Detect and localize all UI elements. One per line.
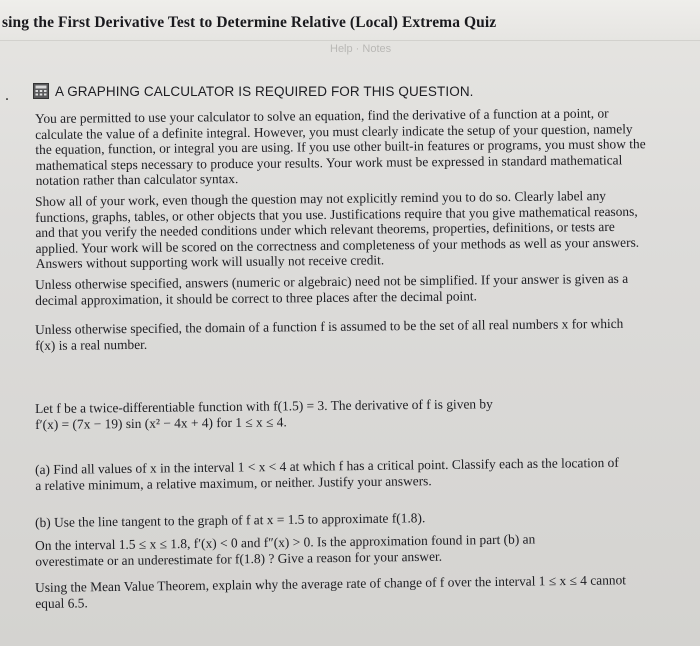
quiz-header <box>0 0 700 41</box>
instructions-paragraph-4 <box>35 315 675 353</box>
derivative-formula: f′(x) = (7x − 19) sin (x² − 4x + 4) for 1 ≤ x ≤ 4. <box>35 413 287 432</box>
text-line: (b) Use the line tangent to the graph of f at x = 1.5 to approximate f(1.8). <box>35 510 426 530</box>
text-line: functions, graphs, tables, or other objects that you use. Justifications require that you give mathematical reasons, <box>35 203 638 225</box>
question-prompt <box>35 394 675 432</box>
text-line: Unless otherwise specified, answers (numeric or algebraic) need not be simplified. If your answer is given as a <box>35 270 629 292</box>
text-line: Unless otherwise specified, the domain of a function f is assumed to be the set of all real numbers x for which <box>35 315 624 337</box>
text-line: Using the Mean Value Theorem, explain why the average rate of change of f over the interval 1 ≤ x ≤ 4 cannot <box>35 572 627 595</box>
quiz-title: sing the First Derivative Test to Determine Relative (Local) Extrema Quiz <box>2 14 497 31</box>
text-line: notation rather than calculator syntax. <box>35 171 239 189</box>
part-b <box>35 507 675 530</box>
text-line: f(x) is a real number. <box>35 336 148 353</box>
text-line: and that you verify the needed conditions under which relevant theorems, properties, definitions, or tests are <box>35 219 615 241</box>
instructions-paragraph-2 <box>35 187 676 272</box>
instructions-paragraph-1 <box>35 105 676 189</box>
text-line: equal 6.5. <box>35 594 88 611</box>
text-line: Answers without supporting work will usually not receive credit. <box>35 252 385 272</box>
text-line: overestimate or an underestimate for f(1.8) ? Give a reason for your answer. <box>35 548 443 569</box>
text-line: On the interval 1.5 ≤ x ≤ 1.8, f′(x) < 0 and f″(x) > 0. Is the approximation found in part (b) an <box>35 531 536 553</box>
text-line: calculate the value of a definite integral. However, you must clearly indicate the setup of your question, namely <box>35 120 633 142</box>
instructions-paragraph-3 <box>35 270 675 308</box>
calculator-required-notice: A GRAPHING CALCULATOR IS REQUIRED FOR THIS QUESTION. <box>55 84 474 99</box>
question-number-marker: . <box>5 87 9 104</box>
text-line: applied. Your work will be scored on the correctness and completeness of your methods as well as your answers. <box>35 234 640 256</box>
text-line: (a) Find all values of x in the interval 1 < x < 4 at which f has a critical point. Classify each as the location of <box>35 454 619 477</box>
faded-header-text: Help · Notes <box>330 43 392 55</box>
text-line: Show all of your work, even though the question may not explicitly remind you to do so. Clearly label any <box>35 188 607 209</box>
text-line: the equation, function, or integral you are using. If you use other built-in features or programs, you must show the <box>35 136 646 158</box>
part-a <box>35 454 675 493</box>
text-line: Let f be a twice-differentiable function with f(1.5) = 3. The derivative of f is given by <box>35 396 493 416</box>
calculator-icon <box>33 83 49 99</box>
text-line: a relative minimum, a relative maximum, or neither. Justify your answers. <box>35 472 432 493</box>
text-line: You are permitted to use your calculator to solve an equation, find the derivative of a function at a point, or <box>35 105 609 126</box>
text-line: mathematical steps necessary to produce your results. Your work must be expressed in standard mathematical <box>35 152 623 173</box>
part-d <box>35 572 675 612</box>
text-line: decimal approximation, it should be correct to three places after the decimal point. <box>35 287 478 308</box>
part-c <box>35 530 675 570</box>
